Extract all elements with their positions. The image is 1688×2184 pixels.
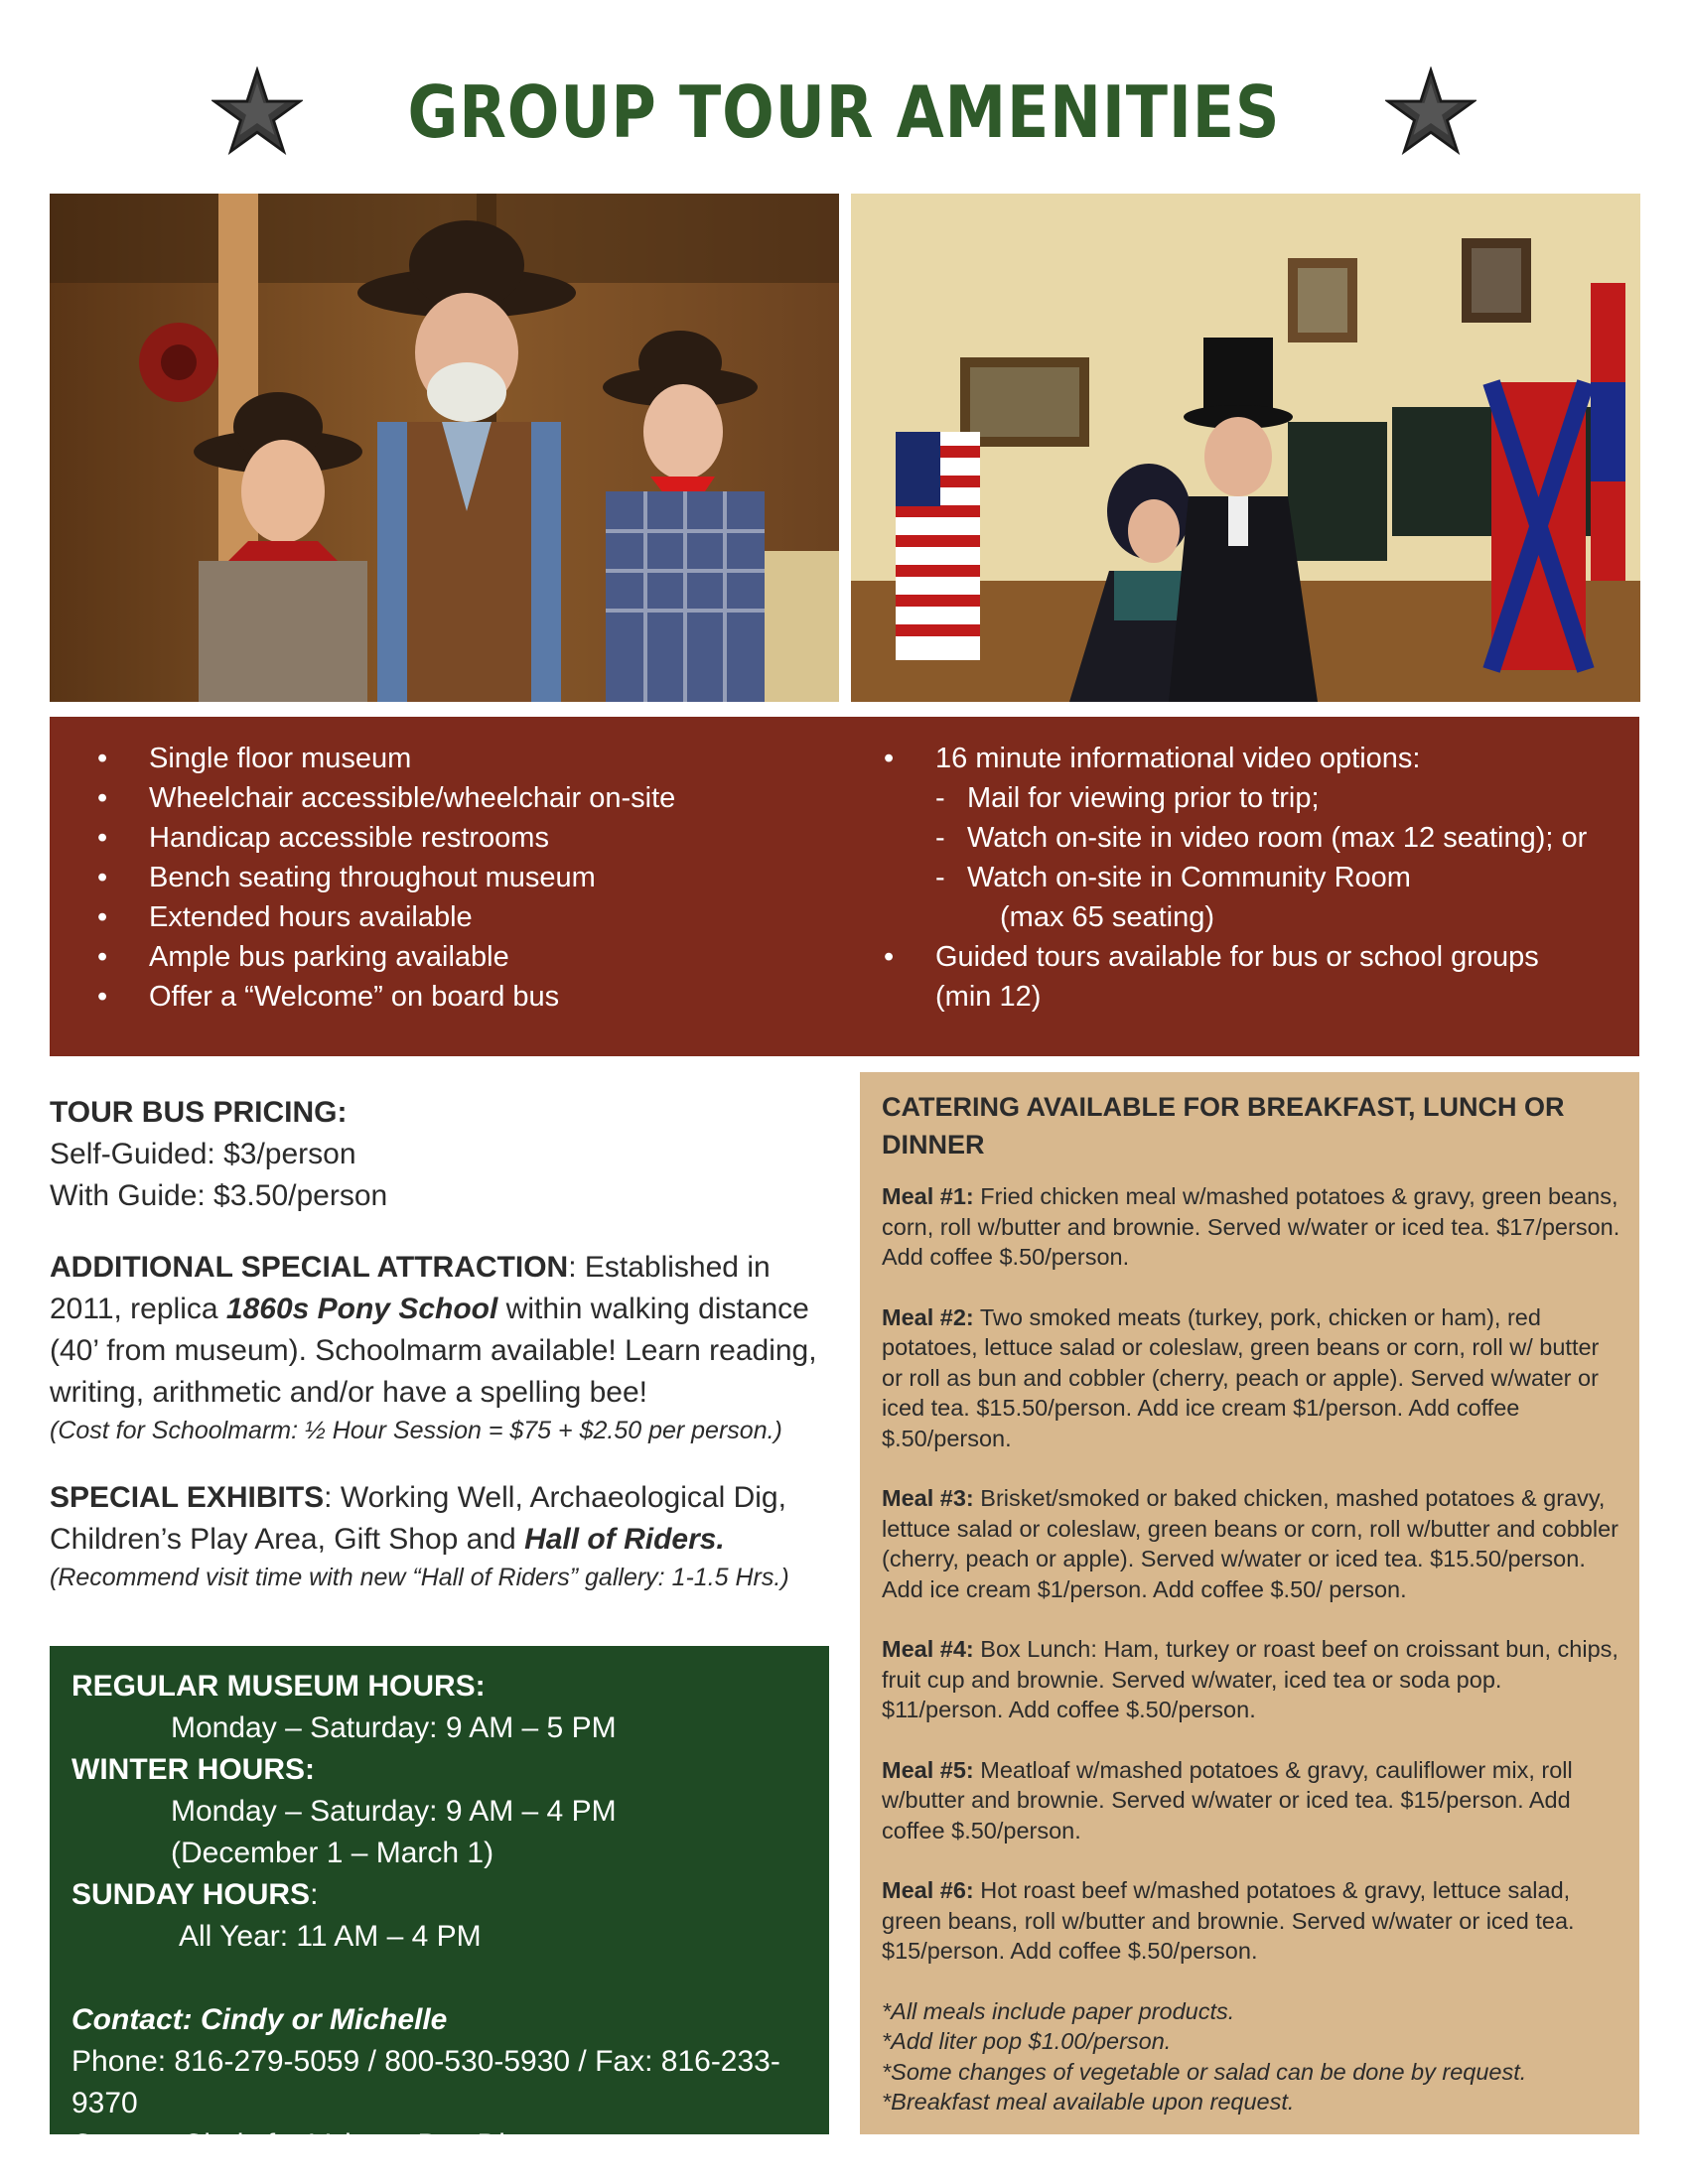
meal-label: Meal #5: — [882, 1756, 974, 1783]
list-item: • Single floor museum — [97, 739, 675, 778]
meal-label: Meal #1: — [882, 1183, 974, 1209]
meal-label: Meal #3: — [882, 1485, 974, 1511]
meal-item — [882, 1875, 1621, 1967]
pricing-with-guide: With Guide: $3.50/person — [50, 1179, 388, 1212]
exhibits-note: (Recommend visit time with new “Hall of Riders” gallery: 1-1.5 Hrs.) — [50, 1564, 789, 1591]
catering-box — [860, 1072, 1639, 2134]
list-subitem: - Watch on-site in Community Room — [884, 858, 1587, 897]
amenities-banner — [50, 717, 1639, 1056]
meal-text: Meatloaf w/mashed potatoes & gravy, cauliflower mix, roll w/butter and brownie. Served w/water or iced tea. $15/person. Add coffee $.50/person. — [882, 1756, 1573, 1843]
list-item-continued: (min 12) — [935, 981, 1042, 1013]
photo-schoolroom — [851, 194, 1640, 702]
catering-note: *Breakfast meal available upon request. — [882, 2089, 1295, 2115]
catering-note: *Add liter pop $1.00/person. — [882, 2028, 1172, 2054]
exhibits-text: : Working Well, Archaeological Dig, Children’s Play Area, Gift Shop and — [50, 1481, 786, 1556]
amenities-list-right — [884, 739, 1587, 1017]
meal-text: Hot roast beef w/mashed potatoes & gravy, lettuce salad, green beans, roll w/butter and brownie. Served w/water or iced tea. $15/person. Add coffee $.50/person. — [882, 1877, 1575, 1964]
catering-heading: CATERING AVAILABLE FOR BREAKFAST, LUNCH OR DINNER — [882, 1092, 1565, 1160]
winter-hours-heading: WINTER HOURS: — [71, 1753, 315, 1786]
list-item: • Bench seating throughout museum — [97, 858, 675, 897]
list-item: • Offer a “Welcome” on board bus — [97, 977, 675, 1017]
meal-label: Meal #4: — [882, 1636, 974, 1662]
sunday-hours-heading-line — [71, 1874, 829, 1916]
amenities-list-left — [97, 739, 675, 1017]
page-title: GROUP TOUR AMENITIES — [407, 70, 1281, 154]
attraction-text-1: : Established in 2011, replica — [50, 1251, 771, 1325]
meal-text: Brisket/smoked or baked chicken, mashed potatoes & gravy, lettuce salad or coleslaw, green beans or corn, roll w/butter and cobbler (cherry, peach or apple). Served w/water or iced tea. $15.50/person. Add ice cream $1/person. Add coffee $.50/ person. — [882, 1485, 1618, 1602]
star-icon — [1385, 67, 1477, 158]
attraction-cost-note: (Cost for Schoolmarm: ½ Hour Session = $75 + $2.50 per person.) — [50, 1417, 782, 1444]
list-item: • Ample bus parking available — [97, 937, 675, 977]
winter-hours: Monday – Saturday: 9 AM – 4 PM — [171, 1795, 617, 1828]
photo-cowboys — [50, 194, 839, 702]
exhibits-label: SPECIAL EXHIBITS — [50, 1481, 325, 1514]
catering-note: *All meals include paper products. — [882, 1997, 1235, 2024]
contact-names: Contact: Cindy or Michelle — [71, 2003, 448, 2036]
exhibits-emphasis: Hall of Riders. — [524, 1523, 725, 1556]
list-item: • Handicap accessible restrooms — [97, 818, 675, 858]
regular-hours: Monday – Saturday: 9 AM – 5 PM — [171, 1711, 617, 1744]
meal-label: Meal #6: — [882, 1877, 974, 1903]
meal-item — [882, 1755, 1621, 1846]
meal-text: Two smoked meats (turkey, pork, chicken or ham), red potatoes, lettuce salad or coleslaw, green beans or corn, roll w/ butter or roll as bun and cobbler (cherry, peach or apple). Served w/water or iced tea. $15.50/person. Add ice cream $1/person. Add coffee $.50/person. — [882, 1303, 1600, 1451]
attraction-paragraph — [50, 1247, 844, 1414]
list-subitem: - Watch on-site in video room (max 12 seating); or — [884, 818, 1587, 858]
pricing-self-guided: Self-Guided: $3/person — [50, 1138, 356, 1170]
hours-box — [50, 1646, 829, 2161]
title-row — [0, 58, 1688, 167]
attraction-emphasis: 1860s Pony School — [225, 1293, 498, 1325]
attraction-text-2: within walking distance (40’ from museum). Schoolmarm available! Learn reading, writing, arithmetic and/or have a spelling bee! — [50, 1293, 817, 1409]
regular-hours-heading: REGULAR MUSEUM HOURS: — [71, 1670, 486, 1703]
meal-text: Fried chicken meal w/mashed potatoes & gravy, green beans, corn, roll w/butter and brownie. Served w/water or iced tea. $17/person. Add coffee $.50/person. — [882, 1183, 1620, 1270]
contact-discounts: Contact Cindy for Volume Bus Discounts — [71, 2128, 609, 2161]
sunday-hours: All Year: 11 AM – 4 PM — [179, 1920, 482, 1953]
exhibits-paragraph — [50, 1477, 844, 1561]
list-item: • 16 minute informational video options: — [884, 739, 1587, 778]
attraction-label: ADDITIONAL SPECIAL ATTRACTION — [50, 1251, 569, 1284]
star-icon — [211, 67, 303, 158]
contact-phone: Phone: 816-279-5059 / 800-530-5930 / Fax: 816-233-9370 — [71, 2045, 780, 2119]
list-subitem: - Mail for viewing prior to trip; — [884, 778, 1587, 818]
pricing-heading: TOUR BUS PRICING: — [50, 1096, 348, 1129]
meal-item — [882, 1302, 1621, 1454]
list-item: • Extended hours available — [97, 897, 675, 937]
left-column — [50, 1092, 844, 1594]
sunday-hours-heading: SUNDAY HOURS — [71, 1878, 311, 1911]
winter-dates: (December 1 – March 1) — [171, 1837, 494, 1869]
meal-item — [882, 1634, 1621, 1725]
list-item: • Wheelchair accessible/wheelchair on-site — [97, 778, 675, 818]
meal-item — [882, 1181, 1621, 1273]
meal-item — [882, 1483, 1621, 1604]
list-item: • Guided tours available for bus or school groups — [884, 937, 1587, 977]
sunday-hours-colon: : — [310, 1878, 319, 1911]
catering-note: *Some changes of vegetable or salad can be done by request. — [882, 2058, 1527, 2085]
meal-text: Box Lunch: Ham, turkey or roast beef on croissant bun, chips, fruit cup and brownie. Served w/water, iced tea or soda pop. $11/person. Add coffee $.50/person. — [882, 1636, 1618, 1722]
list-subitem-continued: (max 65 seating) — [1000, 901, 1214, 933]
meal-label: Meal #2: — [882, 1303, 974, 1330]
